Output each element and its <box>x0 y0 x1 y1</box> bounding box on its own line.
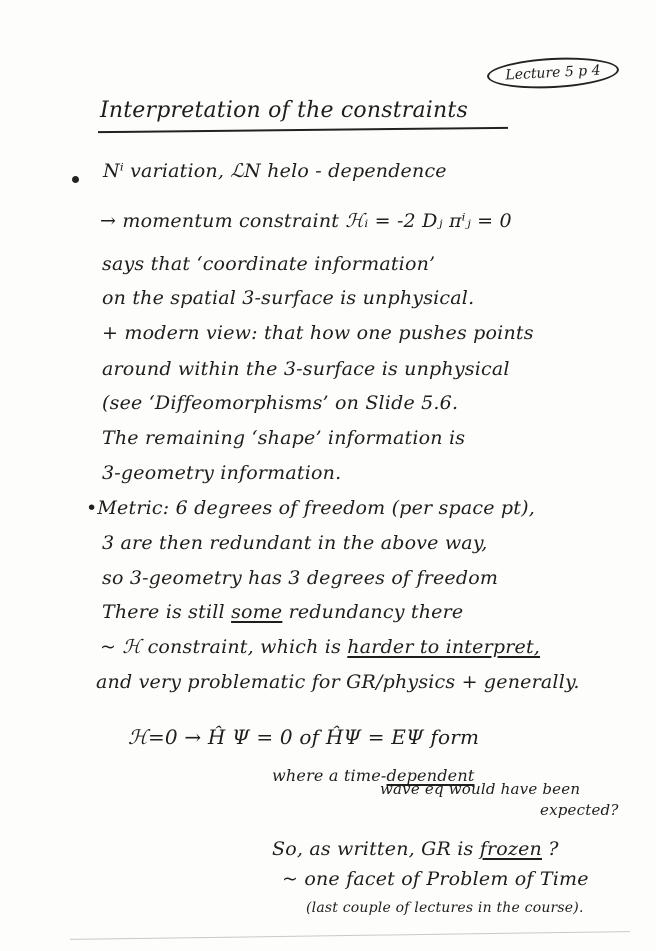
note-line-4: on the spatial 3-surface is unphysical. <box>102 287 475 309</box>
note-line-20: ~ one facet of Problem of Time <box>282 868 589 890</box>
emphasis-some: some <box>231 601 283 623</box>
note-line-14a: ~ ℋ constraint, which is <box>100 636 342 658</box>
note-line-19 <box>272 838 559 860</box>
note-line-2: → momentum constraint ℋᵢ = -2 Dⱼ πⁱⱼ = 0 <box>100 210 512 232</box>
note-line-11: 3 are then redundant in the above way, <box>102 532 488 554</box>
note-line-1: Nⁱ variation, ℒN helo - dependence <box>103 160 447 182</box>
note-line-13b: redundancy there <box>288 601 464 623</box>
note-line-9: 3-geometry information. <box>102 462 342 484</box>
note-line-18: expected? <box>540 801 619 819</box>
bullet-dot <box>72 176 79 183</box>
emphasis-dependent: dependent <box>386 766 475 785</box>
equation-line: ℋ=0 → Ĥ Ψ = 0 of ĤΨ = EΨ form <box>128 725 480 749</box>
note-line-6: around within the 3-surface is unphysical <box>102 358 510 380</box>
note-line-15: and very problematic for GR/physics + generally. <box>96 671 580 693</box>
note-line-16a: where a time- <box>272 766 387 785</box>
note-line-14 <box>100 636 540 658</box>
note-line-19a: So, as written, GR is <box>272 838 474 860</box>
emphasis-harder-to-interpret: harder to interpret, <box>347 636 541 658</box>
page-title: Interpretation of the constraints <box>100 98 468 123</box>
note-line-13 <box>102 601 463 623</box>
note-line-12: so 3-geometry has 3 degrees of freedom <box>102 567 499 589</box>
page-edge-line <box>70 931 630 940</box>
note-line-3: says that ‘coordinate information’ <box>102 253 436 275</box>
note-line-7: (see ‘Diffeomorphisms’ on Slide 5.6. <box>102 392 459 414</box>
emphasis-frozen: frozen <box>479 838 542 860</box>
note-line-8: The remaining ‘shape’ information is <box>102 427 466 449</box>
note-line-10: •Metric: 6 degrees of freedom (per space pt), <box>86 497 535 519</box>
note-line-13a: There is still <box>102 601 225 623</box>
note-line-19b: ? <box>548 838 559 860</box>
note-line-5: + modern view: that how one pushes points <box>102 322 534 344</box>
lecture-page-tag: Lecture 5 p 4 <box>486 55 619 92</box>
note-line-21: (last couple of lectures in the course). <box>306 900 584 916</box>
note-line-17: wave eq would have been <box>380 780 581 798</box>
title-underline <box>98 127 508 133</box>
